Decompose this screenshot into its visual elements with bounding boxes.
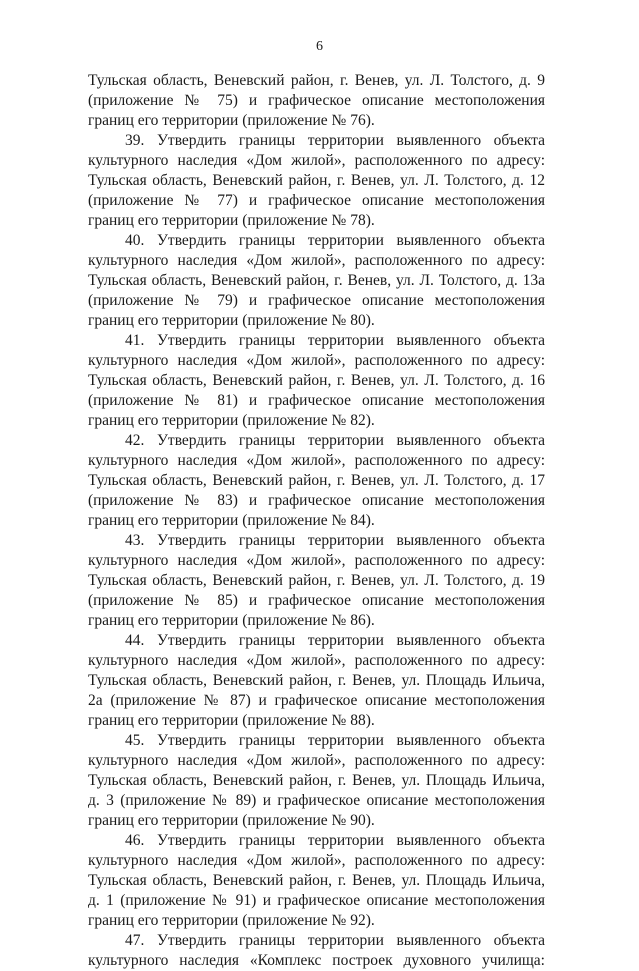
page-number: 6: [316, 39, 323, 54]
paragraph-item-46: 46. Утвердить границы территории выявленного объекта культурного наследия «Дом жилой», расположенного по адресу: Тульская область, Веневский район, г. Венев, ул. Площадь Ильича, д. 1 (приложение № 91) и графическое описание местоположения границ его территории (приложение № 92).: [88, 832, 545, 929]
paragraph-item-40: 40. Утвердить границы территории выявленного объекта культурного наследия «Дом жилой», расположенного по адресу: Тульская область, Веневский район, г. Венев, ул. Л. Толстого, д. 13а (приложение № 79) и графическое описание местоположения границ его территории (приложение № 80).: [88, 232, 545, 329]
paragraph-item-47: 47. Утвердить границы территории выявленного объекта культурного наследия «Комплекс построек духовного училища:: [88, 932, 545, 969]
paragraph-item-41: 41. Утвердить границы территории выявленного объекта культурного наследия «Дом жилой», расположенного по адресу: Тульская область, Веневский район, г. Венев, ул. Л. Толстого, д. 16 (приложение № 81) и графическое описание местоположения границ его территории (приложение № 82).: [88, 332, 545, 429]
paragraph-continuation: Тульская область, Веневский район, г. Венев, ул. Л. Толстого, д. 9 (приложение № 75) и графическое описание местоположения границ его территории (приложение № 76).: [88, 72, 545, 129]
paragraph-item-39: 39. Утвердить границы территории выявленного объекта культурного наследия «Дом жилой», расположенного по адресу: Тульская область, Веневский район, г. Венев, ул. Л. Толстого, д. 12 (приложение № 77) и графическое описание местоположения границ его территории (приложение № 78).: [88, 132, 545, 229]
document-body: [88, 71, 545, 971]
paragraph-item-45: 45. Утвердить границы территории выявленного объекта культурного наследия «Дом жилой», расположенного по адресу: Тульская область, Веневский район, г. Венев, ул. Площадь Ильича, д. 3 (приложение № 89) и графическое описание местоположения границ его территории (приложение № 90).: [88, 732, 545, 829]
paragraph-item-43: 43. Утвердить границы территории выявленного объекта культурного наследия «Дом жилой», расположенного по адресу: Тульская область, Веневский район, г. Венев, ул. Л. Толстого, д. 19 (приложение № 85) и графическое описание местоположения границ его территории (приложение № 86).: [88, 532, 545, 629]
paragraph-item-42: 42. Утвердить границы территории выявленного объекта культурного наследия «Дом жилой», расположенного по адресу: Тульская область, Веневский район, г. Венев, ул. Л. Толстого, д. 17 (приложение № 83) и графическое описание местоположения границ его территории (приложение № 84).: [88, 432, 545, 529]
paragraph-item-44: 44. Утвердить границы территории выявленного объекта культурного наследия «Дом жилой», расположенного по адресу: Тульская область, Веневский район, г. Венев, ул. Площадь Ильича, 2а (приложение № 87) и графическое описание местоположения границ его территории (приложение № 88).: [88, 632, 545, 729]
